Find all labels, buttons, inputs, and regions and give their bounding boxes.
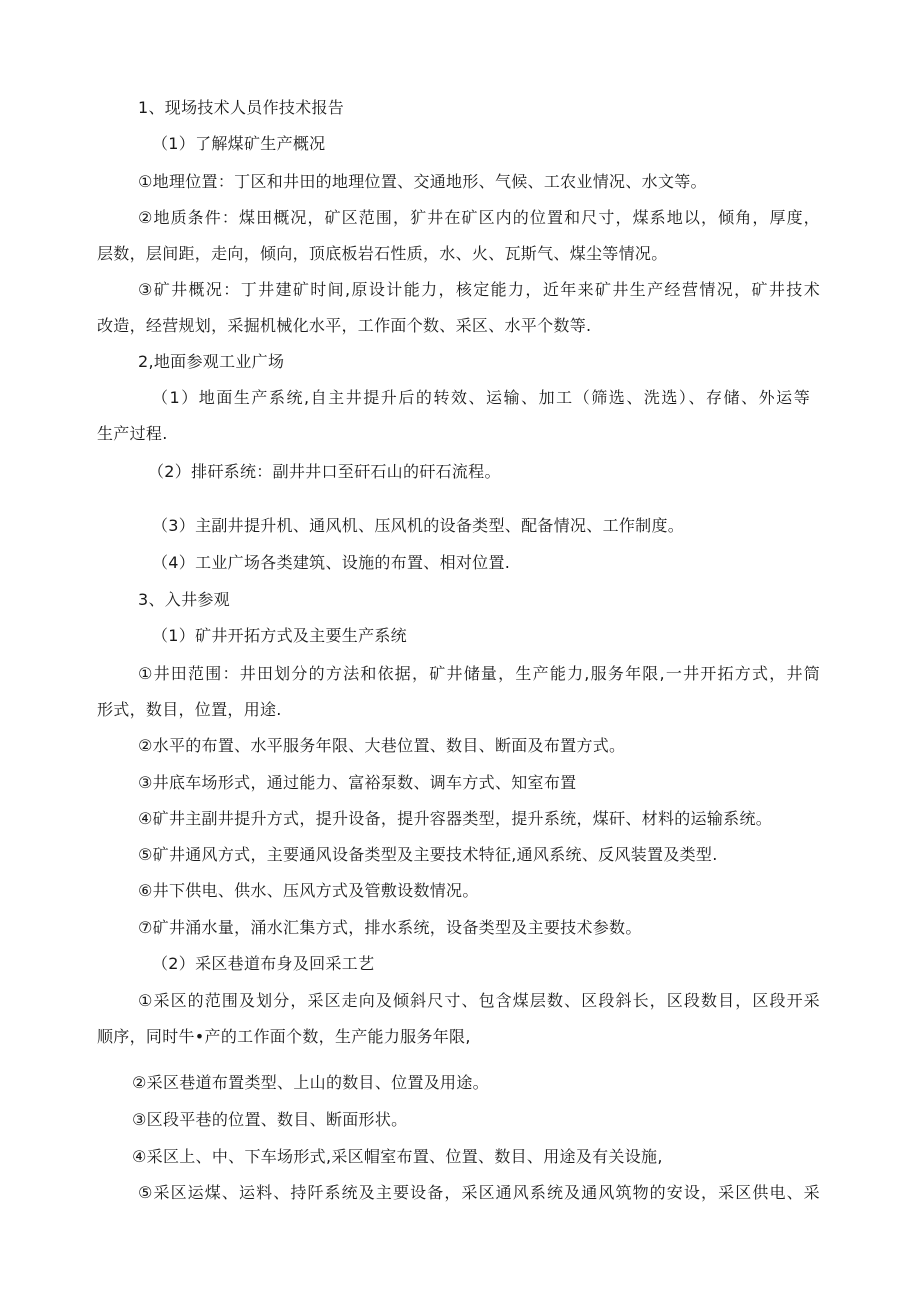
paragraph-line: ⑤矿井通风方式，主要通风设备类型及主要技术特征,通风系统、反风装置及类型. <box>138 845 718 864</box>
paragraph-line: ②采区巷道布置类型、上山的数目、位置及用途。 <box>132 1073 489 1092</box>
heading-2: 2,地面参观工业广场 <box>138 352 285 371</box>
subheading-3-1: （1）矿井开拓方式及主要生产系统 <box>152 626 407 645</box>
paragraph-line: ③区段平巷的位置、数目、断面形状。 <box>132 1110 408 1129</box>
paragraph-line: （1）地面生产系统,自主井提升后的转效、运输、加工（筛选、洗选）、存储、外运等 <box>152 388 810 407</box>
paragraph-line: ①采区的范围及划分，采区走向及倾斜尺寸、包含煤层数、区段斜长，区段数目，区段开采 <box>138 991 820 1010</box>
heading-3: 3、入井参观 <box>138 590 230 609</box>
paragraph-line: ③井底车场形式，通过能力、富裕泵数、调车方式、知室布置 <box>138 773 577 792</box>
paragraph-line: （2）排矸系统：副井井口至矸石山的矸石流程。 <box>148 462 501 481</box>
paragraph-line: 顺序，同时牛•产的工作面个数，生产能力服务年限, <box>97 1027 471 1046</box>
paragraph-line: ⑦矿井涌水量，涌水汇集方式，排水系统，设备类型及主要技术参数。 <box>138 918 642 937</box>
paragraph-line: ①地理位置：丁区和井田的地理位置、交通地形、气候、工农业情况、水文等。 <box>138 172 707 191</box>
subheading-3-2: （2）采区巷道布身及回采工艺 <box>152 954 375 973</box>
paragraph-line: ②水平的布置、水平服务年限、大巷位置、数目、断面及布置方式。 <box>138 736 626 755</box>
paragraph-line: 层数，层间距，走向，倾向，顶底板岩石性质，水、火、瓦斯气、煤尘等情况。 <box>97 244 668 263</box>
paragraph-line: （4）工业广场各类建筑、设施的布置、相对位置. <box>152 553 511 572</box>
paragraph-line: ⑥井下供电、供水、压风方式及管敷设数情况。 <box>138 881 479 900</box>
paragraph-line: （3）主副井提升机、通风机、压风机的设备类型、配备情况、工作制度。 <box>152 516 685 535</box>
paragraph-line: ④矿井主副井提升方式，提升设备，提升容器类型，提升系统，煤矸、材料的运输系统。 <box>138 809 773 828</box>
paragraph-line: 形式，数目，位置，用途. <box>97 700 282 719</box>
paragraph-line: 生产过程. <box>97 424 168 443</box>
paragraph-line: ④采区上、中、下车场形式,采区帽室布置、位置、数目、用途及有关设施, <box>132 1147 663 1166</box>
subheading-1-1: （1）了解煤矿生产概况 <box>152 134 326 153</box>
paragraph-line: ③矿井概况：丁井建矿时间,原设计能力，核定能力，近年来矿井生产经营情况，矿井技术 <box>138 280 820 299</box>
heading-1: 1、现场技术人员作技术报告 <box>138 98 345 117</box>
paragraph-line: ⑤采区运煤、运料、持阡系统及主要设备，采区通风系统及通风筑物的安设，采区供电、采 <box>138 1183 820 1202</box>
paragraph-line: 改造，经营规划，采掘机械化水平，工作面个数、采区、水平个数等. <box>97 316 592 335</box>
paragraph-line: ②地质条件：煤田概况，矿区范围，犷井在矿区内的位置和尺寸，煤系地以，倾角，厚度， <box>138 208 820 227</box>
paragraph-line: ①井田范围：井田划分的方法和依据，矿井储量，生产能力,服务年限,一井开拓方式，井筒 <box>138 664 820 683</box>
